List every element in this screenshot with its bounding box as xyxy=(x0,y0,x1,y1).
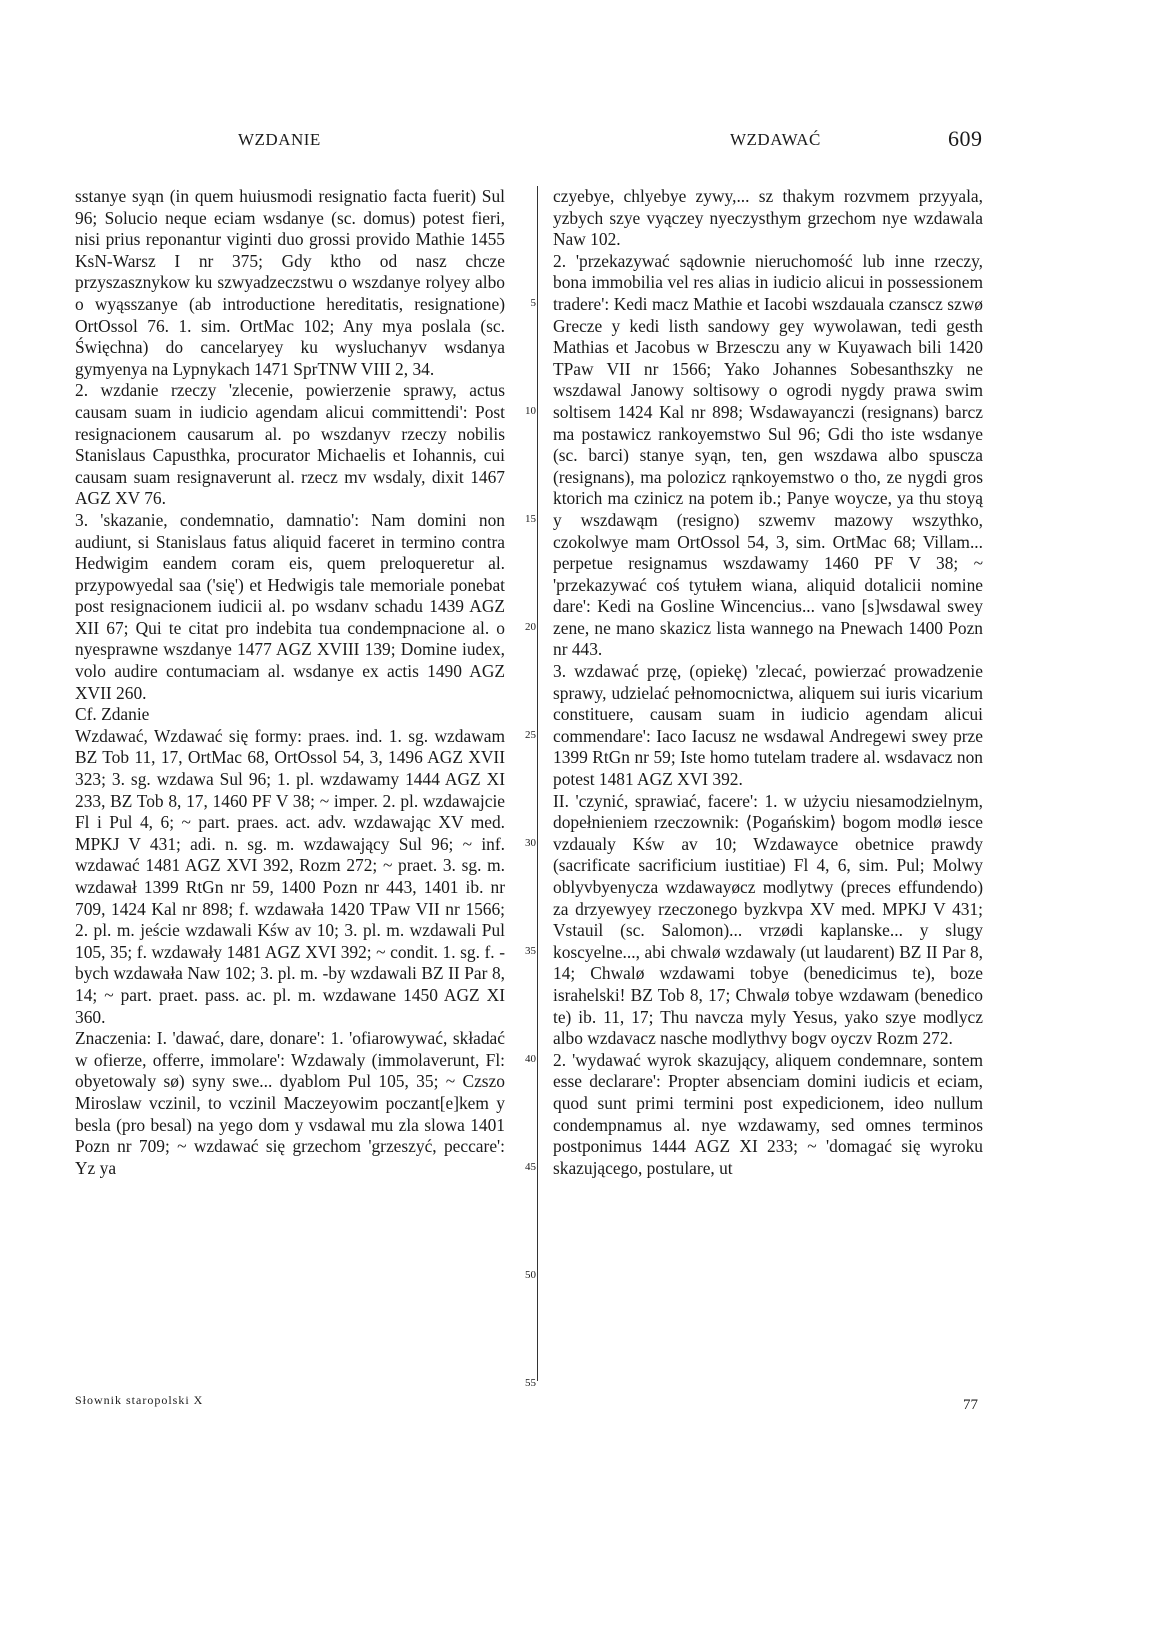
running-head-center: WZDAWAĆ xyxy=(730,130,821,149)
right-paragraph-1: czyebye, chlyebye zywy,... sz thakym rozvmem przyyala, yzbych szye vyączey nyeczysthym grzechom nye wzdawala Naw 102. xyxy=(553,186,983,250)
line-number: 10 xyxy=(525,405,536,417)
right-paragraph-2: 2. 'przekazywać sądownie nieruchomość lub inne rzeczy, bona immobilia vel res alias in iudicio alicui in possessionem tradere': Kedi macz Mathie et Iacobi wszdauala czanscz szwø Grecze y kedi listh sandowy gey wywolawan, tedi gesth Mathias et Jacobus w Brzesczu any w Kuyawach bili 1420 TPaw VII nr 1566; Yako Johannes Sobesanthszky ne wszdawal Janowy soltisowy o ogrodi nygdy prawa swim soltisem 1424 Kal nr 898; Wsdawayanczi (resignans) barcz ma postawicz rankoyemstwo Sul 96; Gdi tho iste wsdanye (sc. barci) stanye syąn, ten, gen wszdawa albo spuscza (resignans), ma polozicz rąnkoyemstwo o tho, ze nygdi gros ktorich ma czinicz na potem ib.; Panye woycze, ya thu stoyą y wszdawąm (resigno) szwemv mazowy wszythko, czokolwye mam OrtOssol 54, 3, sim. OrtMac 68; Villam... perpetue resignamus wszdawamy 1460 PF V 38; ~ 'przekazywać coś tytułem wiana, aliquid dotalicii nomine dare': Kedi na Gosline Wincencius... vano [s]wsdawal swey zene, ne mano skazicz lista wannego na Pnewach 1400 Pozn nr 443. xyxy=(553,250,983,660)
footer-signature: Słownik staropolski X xyxy=(75,1393,204,1407)
line-number: 30 xyxy=(525,837,536,849)
right-column xyxy=(553,186,983,1179)
line-number: 25 xyxy=(525,729,536,741)
left-paragraph-5: Wzdawać, Wzdawać się formy: praes. ind. 1. sg. wzdawam BZ Tob 11, 17, OrtMac 68, OrtOssol 54, 3, 1496 AGZ XVII 323; 3. sg. wzdawa Sul 96; 1. pl. wzdawamy 1444 AGZ XI 233, BZ Tob 8, 17, 1460 PF V 38; ~ imper. 2. pl. wzdawajcie Fl i Pul 4, 6; ~ part. praes. act. adv. wzdawając XV med. MPKJ V 431; adi. n. sg. m. wzdawający Sul 96; ~ inf. wzdawać 1481 AGZ XVI 392, Rozm 272; ~ praet. 3. sg. m. wzdawał 1399 RtGn nr 59, 1400 Pozn nr 443, 1401 ib. nr 709, 1424 Kal nr 898; f. wzdawała 1420 TPaw VII nr 1566; 2. pl. m. jeście wzdawali Kśw av 10; 3. pl. m. wzdawali Pul 105, 35; f. wzdawały 1481 AGZ XVI 392; ~ condit. 1. sg. f. -bych wzdawała Naw 102; 3. pl. m. -by wzdawali BZ II Par 8, 14; ~ part. praet. pass. ac. pl. m. wzdawane 1450 AGZ XI 360. xyxy=(75,725,505,1027)
left-column xyxy=(75,186,505,1179)
line-number: 55 xyxy=(525,1377,536,1389)
footer-sheet-number: 77 xyxy=(963,1397,978,1413)
line-number: 5 xyxy=(530,297,536,309)
right-paragraph-5: 2. 'wydawać wyrok skazujący, aliquem condemnare, sontem esse declarare': Propter absenciam domini iudicis et eciam, quod sunt primi termini post expedicionem, ideo nullum condempnamus al. nye wzdawamy, sed omnes terminos postponimus 1444 AGZ XI 233; ~ 'domagać się wyroku skazującego, postulare, ut xyxy=(553,1049,983,1178)
left-paragraph-2: 2. wzdanie rzeczy 'zlecenie, powierzenie sprawy, actus causam suam in iudicio agendam alicui committendi': Post resignacionem causarum al. po wszdanyv rzeczy nobilis Stanislaus Capusthka, procurator Michaelis et Iohannis, cui causam suam resignaverunt al. rzecz mv wsdaly, dixit 1467 AGZ XV 76. xyxy=(75,380,505,509)
line-number: 20 xyxy=(525,621,536,633)
right-paragraph-3: 3. wzdawać przę, (opiekę) 'zlecać, powierzać prowadzenie sprawy, udzielać pełnomocnictwa, aliquem sui iuris vicarium constituere, causam suam in iudicio agendam alicui commendare': Iaco Iacusz ne wsdawal Andregewi swey prze 1399 RtGn nr 59; Iste homo tutelam tradere al. wsdavacz non potest 1481 AGZ XVI 392. xyxy=(553,661,983,790)
line-number: 40 xyxy=(525,1053,536,1065)
left-paragraph-6: Znaczenia: I. 'dawać, dare, donare': 1. 'ofiarowywać, składać w ofierze, offerre, immolare': Wzdawaly (immolaverunt, Fl: obyetowaly sø) syny swe... dyablom Pul 105, 35; ~ Czszo Miroslaw vczinil, to vczinil Maczeyowim poczant[e]kem y besla (pro besal) na yego dom y vsdawal mu zla slowa 1401 Pozn nr 709; ~ wzdawać się grzechom 'grzeszyć, peccare': Yz ya xyxy=(75,1028,505,1178)
line-number: 45 xyxy=(525,1161,536,1173)
column-rule xyxy=(537,186,538,1381)
line-number: 15 xyxy=(525,513,536,525)
line-number: 35 xyxy=(525,945,536,957)
left-paragraph-4: Cf. Zdanie xyxy=(75,704,150,725)
right-paragraph-4: II. 'czynić, sprawiać, facere': 1. w użyciu niesamodzielnym, dopełnieniem rzeczownik: ⟨Pogańskim⟩ bogom modlø iesce vzdaualy Kśw av 10; Wzdawayce obetnice prawdy (sacrificate sacrificium iustitiae) Fl 4, 6, sim. Pul; Molwy oblyvbyenycza wzdawayøcz modlytwy (preces effundendo) za drzyewyey rzeczonego byzkvpa XV med. MPKJ V 431; Vstauil (sc. Salomon)... vrzødi kaplanske... y slugy koscyelne..., abi chwalø wzdawaly (ut laudarent) BZ II Par 8, 14; Chwalø wzdawami tobye (benedicimus te), boze israhelski! BZ Tob 8, 17; Chwalø tobye wzdawam (benedico te) ib. 11, 17; Thu navcza myly Yesus, yako szye modlycz albo wzdavacz nasche modlythvy bogv oyczv Rozm 272. xyxy=(553,790,983,1049)
left-paragraph-1: sstanye syąn (in quem huiusmodi resignatio facta fuerit) Sul 96; Solucio neque eciam wsdanye (sc. domus) potest fieri, nisi prius reponantur viginti duo grossi provido Mathie 1455 KsN-Warsz I nr 375; Gdy ktho od nasz chcze przyszasznykow ku szwyadzeczstwu o wszdanye rolyey albo o wyąsszanye (ab introductione hereditatis, resignatione) OrtOssol 76. 1. sim. OrtMac 102; Any mya poslala (sc. Święchna) do cancelaryey ku wysluchanyv wsdanya gymyenya na Lypnykach 1471 SprTNW VIII 2, 34. xyxy=(75,186,505,379)
line-number: 50 xyxy=(525,1269,536,1281)
page-number: 609 xyxy=(948,126,983,151)
left-paragraph-3: 3. 'skazanie, condemnatio, damnatio': Nam domini non audiunt, si Stanislaus fatus aliquid faceret in termino contra Hedwigim eandem coram eis, quem preloqueretur al. przypowyedal saa ('się') et Hedwigis tale memoriale ponebat post resignacionem iudicii al. po wsdanv schadu 1439 AGZ XII 67; Qui te citat pro indebita tua condempnacione al. o nyesprawne wszdanye 1477 AGZ XVIII 139; Domine iudex, volo audire contumaciam al. wsdanye ex actis 1490 AGZ XVII 260. xyxy=(75,509,505,703)
running-head-left: WZDANIE xyxy=(238,130,321,149)
